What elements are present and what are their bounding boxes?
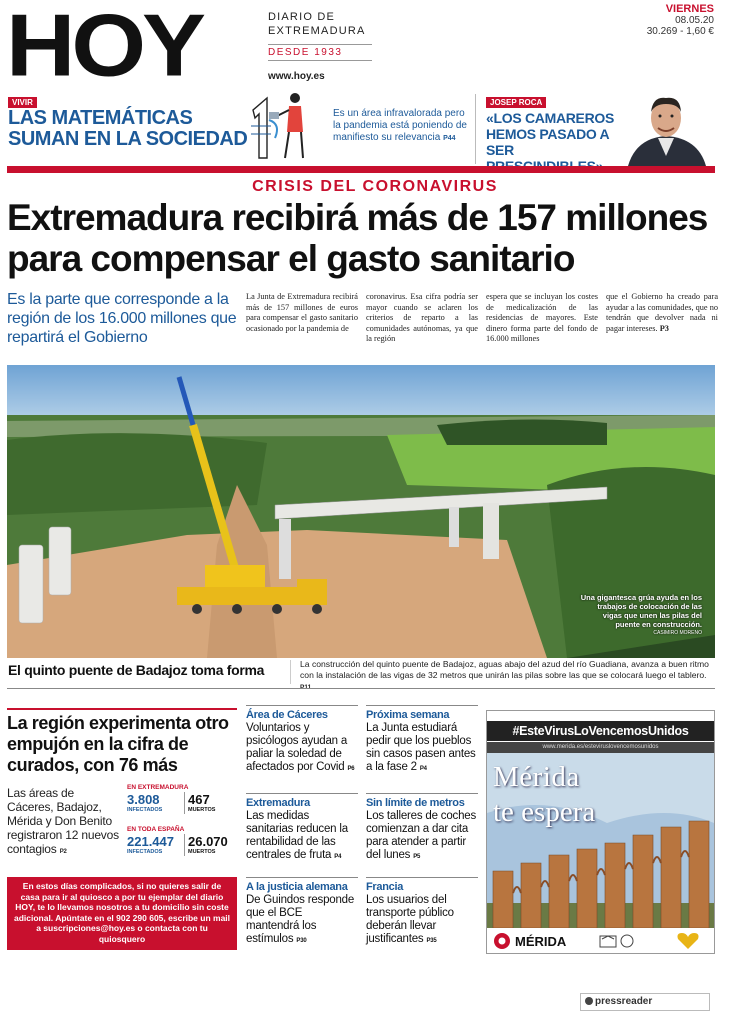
main-column-page: P3 bbox=[659, 323, 669, 333]
stats-extremadura-infected: 3.808 bbox=[127, 792, 160, 807]
brief-body: De Guindos responde que el BCE mantendrá los estímulos bbox=[246, 894, 355, 945]
teaser-right-kicker: JOSEP ROCA bbox=[486, 97, 546, 108]
bottom-rule bbox=[7, 688, 715, 689]
brief-title: Sin límite de metros bbox=[366, 793, 478, 809]
ad-headline-line1: Mérida bbox=[493, 761, 580, 793]
brief-item[interactable] bbox=[246, 793, 358, 864]
issue-price: 30.269 - 1,60 € bbox=[646, 26, 714, 37]
brief-item[interactable] bbox=[366, 877, 478, 948]
brief-title: Próxima semana bbox=[366, 705, 478, 721]
stats-spain-infected-label: INFECTADOS bbox=[127, 849, 163, 855]
teaser-divider bbox=[475, 94, 476, 164]
bridge-story-title[interactable]: El quinto puente de Badajoz toma forma bbox=[8, 662, 265, 678]
cured-top-bar bbox=[7, 708, 237, 710]
stats-spain-deaths-label: MUERTOS bbox=[188, 849, 216, 855]
brief-text bbox=[366, 810, 478, 864]
merida-logo-icon bbox=[493, 932, 511, 950]
pressreader-icon bbox=[585, 997, 593, 1005]
bridge-story-body: La construcción del quinto puente de Badajoz, aguas abajo del azud del río Guadiana, avanza a buen ritmo con la instalación de las vigas de 32 metros que unirán las pilas sobre las que se colocará luego el tablero. bbox=[300, 659, 709, 680]
stats-spain-infected: 221.447 bbox=[127, 834, 174, 849]
pressreader-badge[interactable] bbox=[580, 993, 710, 1011]
cured-text bbox=[7, 786, 119, 859]
since-year: DESDE 1933 bbox=[268, 44, 372, 61]
stats-spain-deaths: 26.070 bbox=[188, 834, 228, 849]
brief-text bbox=[246, 894, 358, 948]
stats-spain-label: EN TODA ESPAÑA bbox=[127, 826, 185, 833]
brief-page: P5 bbox=[413, 854, 421, 860]
stats-divider bbox=[184, 792, 185, 814]
ad-url: www.merida.es/esteviruslovencemosunidos bbox=[487, 742, 714, 753]
stats-divider bbox=[184, 834, 185, 856]
bridge-divider bbox=[290, 660, 291, 684]
brief-body: La Junta estudiará pedir que los pueblos sin casos pasen antes a la fase 2 bbox=[366, 722, 476, 773]
brief-page: P35 bbox=[426, 938, 437, 944]
website-link[interactable]: www.hoy.es bbox=[268, 71, 325, 82]
photo-caption-text: Una gigantesca grúa ayuda en los trabajos de colocación de las vigas que unen las pilas del puente en construcción. bbox=[580, 593, 702, 629]
subscription-promo[interactable]: En estos días complicados, si no quieres salir de casa para ir al quiosco a por tu ejemplar del diario HOY, te lo llevamos nosotros a tu domicilio sin coste adicional. Apúntate en el 902 290 605, escribe un mail a suscripciones@hoy.es o contacta con tu quiosquero bbox=[7, 877, 237, 950]
stats-extremadura-infected-label: INFECTADOS bbox=[127, 807, 163, 813]
main-column-4 bbox=[606, 292, 718, 334]
brief-page: P6 bbox=[347, 766, 355, 772]
main-headline[interactable]: Extremadura recibirá más de 157 millones para compensar el gasto sanitario bbox=[7, 197, 708, 279]
main-column-3: espera que se incluyan los costes de medicalización de las residencias de mayores. Este dinero forma parte del fondo de 16.000 millones bbox=[486, 292, 598, 344]
main-column-1: La Junta de Extremadura recibirá más de 157 millones de euros para compensar el gasto sanitario ocasionado por la pandemia de bbox=[246, 292, 358, 333]
issue-date: 08.05.20 bbox=[675, 15, 714, 26]
teaser-left-body: Es un área infravalorada pero la pandemia está poniendo de manifiesto su relevancia bbox=[333, 108, 467, 143]
cured-page: P2 bbox=[59, 849, 67, 855]
masthead-logo: HOY bbox=[6, 0, 203, 95]
teaser-left-headline[interactable]: LAS MATEMÁTICAS SUMAN EN LA SOCIEDAD bbox=[8, 107, 248, 150]
teaser-left-kicker: VIVIR bbox=[8, 97, 37, 108]
date-block bbox=[647, 4, 714, 37]
brief-title: Extremadura bbox=[246, 793, 358, 809]
brief-page: P30 bbox=[296, 938, 307, 944]
brief-text bbox=[246, 722, 358, 776]
ad-logo-text: MÉRIDA bbox=[515, 934, 567, 949]
teaser-right-quote: «LOS CAMAREROS HEMOS PASADO A SER bbox=[486, 110, 615, 158]
heart-logo-icon bbox=[675, 931, 701, 951]
section-title: CRISIS DEL CORONAVIRUS bbox=[252, 178, 498, 195]
main-column-4-text: que el Gobierno ha creado para ayudar a las comunidades, que no tendrán que devolver nada ni pagar intereses. bbox=[606, 292, 718, 333]
cured-headline[interactable]: La región experimenta otro empujón en la cifra de curados, con 76 más bbox=[7, 713, 229, 775]
unesco-logo-icon bbox=[599, 933, 639, 949]
photo-credit: CASIMIRO MORENO bbox=[653, 630, 702, 636]
brief-body: Las medidas sanitarias reducen la rentabilidad de las centrales de fruta bbox=[246, 810, 348, 861]
brief-item[interactable] bbox=[366, 793, 478, 864]
brief-title: Francia bbox=[366, 877, 478, 893]
photo-caption bbox=[580, 593, 702, 638]
brief-page: P4 bbox=[419, 766, 427, 772]
woman-watering-figure bbox=[269, 93, 303, 158]
stats-extremadura-deaths: 467 bbox=[188, 792, 210, 807]
brief-item[interactable] bbox=[246, 705, 358, 776]
teaser-left-page: P44 bbox=[443, 135, 456, 142]
cured-body: Las áreas de Cáceres, Badajoz, Mérida y Don Benito registraron 12 nuevos contagios bbox=[7, 786, 119, 856]
number-one-figure bbox=[251, 98, 277, 158]
section-red-bar bbox=[7, 166, 715, 173]
masthead-subtitle bbox=[268, 10, 366, 38]
stats-extremadura-label: EN EXTREMADURA bbox=[127, 784, 189, 791]
josep-roca-portrait bbox=[620, 90, 712, 166]
brief-text bbox=[366, 894, 478, 948]
subtitle-line2: EXTREMADURA bbox=[268, 25, 366, 37]
ad-footer bbox=[487, 928, 714, 954]
brief-item[interactable] bbox=[366, 705, 478, 776]
brief-title: A la justicia alemana bbox=[246, 877, 358, 893]
brief-body: Los usuarios del transporte público deberán llevar justificantes bbox=[366, 894, 454, 945]
merida-advertisement[interactable] bbox=[486, 710, 715, 954]
main-subhead: Es la parte que corresponde a la región de los 16.000 millones que repartirá el Gobierno bbox=[7, 291, 237, 346]
brief-item[interactable] bbox=[246, 877, 358, 948]
math-illustration bbox=[245, 88, 325, 166]
weekday: VIERNES bbox=[665, 3, 714, 15]
brief-title: Área de Cáceres bbox=[246, 705, 358, 721]
subtitle-line1: DIARIO DE bbox=[268, 11, 336, 23]
stats-extremadura-deaths-label: MUERTOS bbox=[188, 807, 216, 813]
brief-text bbox=[366, 722, 478, 776]
brief-body: Los talleres de coches comienzan a dar cita para atender a partir del lunes bbox=[366, 810, 477, 861]
brief-text bbox=[246, 810, 358, 864]
pressreader-label: pressreader bbox=[595, 996, 653, 1007]
brief-page: P4 bbox=[334, 854, 342, 860]
teaser-left-text bbox=[333, 108, 469, 145]
brief-body: Voluntarios y psicólogos ayudan a paliar la soledad de afectados por Covid bbox=[246, 722, 348, 773]
main-column-2: coronavirus. Esa cifra podría ser mayor cuando se aclaren los criterios de reparto a las comunidades autónomas, ya que la región bbox=[366, 292, 478, 344]
ad-hashtag: #EsteVirusLoVencemosUnidos bbox=[487, 721, 714, 741]
ad-headline-line2: te espera bbox=[493, 796, 596, 828]
